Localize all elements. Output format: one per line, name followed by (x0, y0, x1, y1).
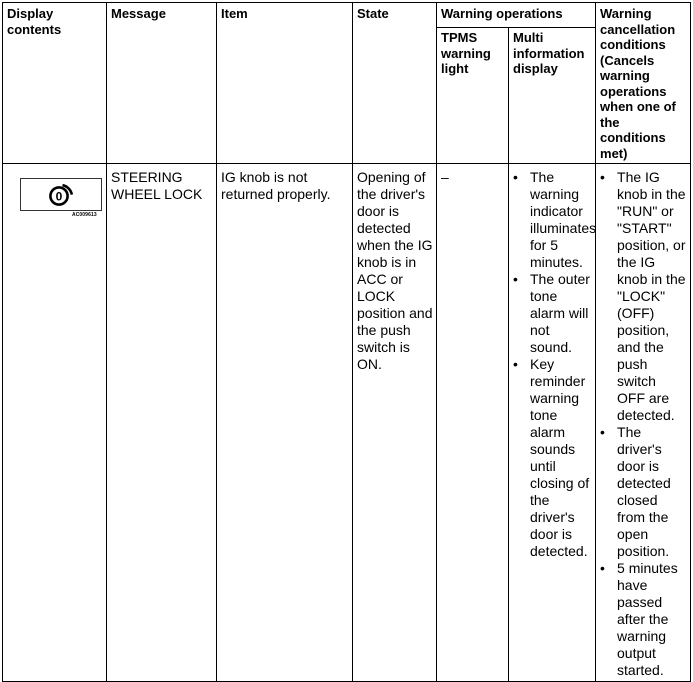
table-row (3, 164, 691, 682)
header-state: State (353, 3, 437, 164)
list-item: • The driver's door is detected closed from the open position. (596, 424, 687, 560)
list-item: • The outer tone alarm will not sound. (509, 271, 592, 356)
list-item: • The IG knob in the "RUN" or "START" position, or the IG knob in the "LOCK" (OFF) position, and the push switch OFF are detected. (596, 169, 687, 424)
display-icon-frame (20, 178, 102, 211)
header-display-contents: Display contents (3, 3, 107, 164)
header-tpms-warning-light: TPMS warning light (437, 28, 509, 164)
cell-tpms-warning-light: – (437, 164, 509, 682)
cell-item: IG knob is not returned properly. (217, 164, 353, 682)
header-cancellation-conditions: Warning cancellation conditions (Cancels warning operations when one of the conditions met) (596, 3, 691, 164)
header-message: Message (107, 3, 217, 164)
list-item: • The warning indicator illuminates for 5 minutes. (509, 169, 592, 271)
svg-text:0: 0 (55, 189, 63, 204)
list-item: • Key reminder warning tone alarm sounds until closing of the driver's door is detected. (509, 356, 592, 560)
header-row (3, 3, 691, 28)
cell-multi-information-display (509, 164, 596, 682)
header-item: Item (217, 3, 353, 164)
header-multi-information-display: Multi information display (509, 28, 596, 164)
cell-message: STEERING WHEEL LOCK (107, 164, 217, 682)
display-icon-code: AC009613 (72, 212, 97, 218)
cell-cancellation-conditions (596, 164, 691, 682)
steering-lock-warning-icon (46, 182, 76, 208)
multi-info-list (509, 169, 597, 560)
cell-display-contents (3, 164, 107, 682)
warning-spec-table (2, 2, 691, 682)
cell-state: Opening of the driver's door is detected when the IG knob is in ACC or LOCK position and the push switch is ON. (353, 164, 437, 682)
cancellation-list (596, 169, 687, 679)
list-item: • 5 minutes have passed after the warning output started. (596, 560, 687, 679)
header-warning-operations: Warning operations (437, 3, 596, 28)
